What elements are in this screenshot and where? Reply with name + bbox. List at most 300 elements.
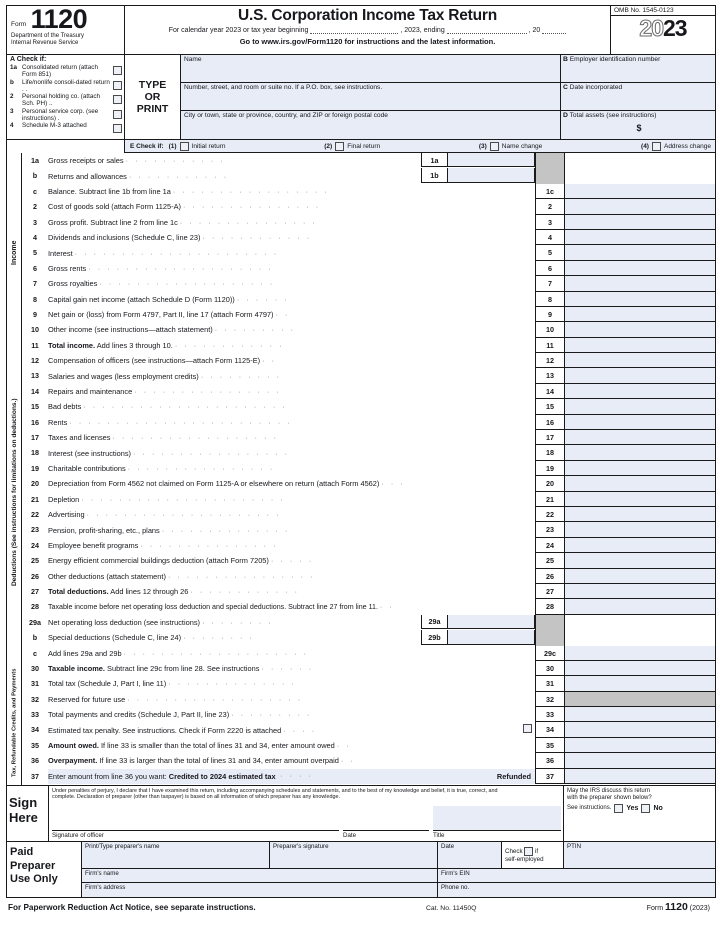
amount-input-16[interactable]: [565, 415, 715, 430]
reserved-shaded-cell: [565, 692, 715, 707]
amount-input-34[interactable]: [565, 722, 715, 737]
amount-line-number: 6: [535, 261, 565, 276]
amount-input-30[interactable]: [565, 661, 715, 676]
income-section-label-bar: [7, 153, 22, 353]
firm-ein-field[interactable]: [438, 869, 715, 882]
line-label: Interest: [48, 248, 73, 258]
line-description: [48, 522, 535, 537]
checkbox-name-change[interactable]: [490, 142, 499, 151]
label-no: No: [653, 804, 663, 812]
leader-dots: · · · · · · · · · · · · · ·: [161, 527, 290, 535]
line-number: 7: [33, 279, 37, 289]
city-field[interactable]: [181, 111, 560, 139]
line-label: Depletion: [48, 494, 80, 504]
footer-form-label: Form: [646, 905, 664, 913]
amount-line-number: 16: [535, 415, 565, 430]
checkbox-lifenonlife-return[interactable]: [113, 79, 122, 90]
block-c-label: Date incorporated: [569, 84, 623, 91]
amount-input-28[interactable]: [565, 599, 715, 614]
officer-title-field[interactable]: [433, 806, 561, 831]
leader-dots: · · · · · · · · · · · · · ·: [168, 681, 297, 689]
officer-signature-field[interactable]: [52, 806, 339, 831]
line-description: [48, 707, 535, 722]
line-label-bold: Overpayment.: [48, 756, 98, 766]
line-label: Gross rents: [48, 263, 87, 273]
line-1b-subamount: [421, 168, 535, 182]
line-row-16: [22, 415, 715, 430]
line-label: Cost of goods sold (attach Form 1125-A): [48, 202, 181, 212]
line-label: Employee benefit programs: [48, 540, 139, 550]
tax-year-yy: 23: [663, 15, 687, 41]
firm-name-row: [82, 869, 715, 883]
line-label: Repairs and maintenance: [48, 387, 133, 397]
line-row-2: [22, 199, 715, 214]
line-description: [48, 230, 535, 245]
block-a-title: A Check if:: [10, 56, 47, 63]
item-number: b: [10, 78, 14, 86]
block-a-item-lifenonlife[interactable]: [7, 79, 124, 94]
block-e-option-address-change[interactable]: [636, 142, 711, 151]
block-letter: C: [563, 84, 568, 91]
amount-input-29a[interactable]: [447, 615, 535, 629]
amount-input-21[interactable]: [565, 492, 715, 507]
line-row-22: [22, 507, 715, 522]
line-number: 34: [31, 725, 39, 735]
line-row-19: [22, 461, 715, 476]
leader-dots: · · · · · · · ·: [202, 619, 274, 627]
preparer-ptin-field[interactable]: [564, 842, 715, 868]
option-label: Address change: [663, 142, 711, 150]
amount-line-number: 9: [535, 307, 565, 322]
block-d-total-assets[interactable]: [561, 111, 715, 139]
amount-input-5[interactable]: [565, 245, 715, 260]
amount-line-number: 19: [535, 461, 565, 476]
line-label: Special deductions (Schedule C, line 24): [48, 633, 182, 643]
line-label-bold: Total income.: [48, 340, 96, 350]
checkbox-final-return[interactable]: [335, 142, 344, 151]
line-label: Other deductions (attach statement): [48, 571, 166, 581]
amount-line-number: 32: [535, 692, 565, 707]
amount-input-25[interactable]: [565, 553, 715, 568]
item-number: 3: [10, 107, 14, 115]
leader-dots: · · · · · · · · · · · · · · · · · · · · ·: [86, 512, 282, 520]
amount-line-number: 8: [535, 292, 565, 307]
line-label: Add lines 3 through 10.: [96, 340, 173, 350]
checkbox-irs-discuss-no[interactable]: [641, 804, 650, 813]
tax-section-label-bar: [7, 661, 22, 785]
amount-input-37[interactable]: [565, 769, 715, 784]
line-number: 17: [31, 433, 39, 443]
line-label: Advertising: [48, 510, 85, 520]
irs-discuss-box: [563, 786, 715, 841]
page-footer: [6, 898, 714, 913]
item-label: Life/nonlife consoli-dated return . .: [22, 78, 110, 93]
amount-input-18[interactable]: [565, 445, 715, 460]
item-label: Consolidated return (attach Form 851): [22, 64, 98, 79]
goto-instructions-link[interactable]: Go to www.irs.gov/Form1120 for instructions and the latest information.: [239, 37, 496, 46]
amount-input-3[interactable]: [565, 215, 715, 230]
amount-input-13[interactable]: [565, 368, 715, 383]
amount-line-number: 31: [535, 676, 565, 691]
block-a-item-consolidated[interactable]: [7, 64, 124, 79]
block-e-check-if: [7, 139, 715, 152]
firm-ein-label: Firm's EIN: [441, 870, 470, 878]
amount-line-number: 14: [535, 384, 565, 399]
line-row-1c: [22, 184, 715, 199]
leader-dots: · · · · · · · · · · · · · · · · ·: [133, 450, 290, 458]
amount-input-1a[interactable]: [447, 153, 535, 167]
check-if-label: if: [535, 848, 539, 856]
amount-input-33[interactable]: [565, 707, 715, 722]
checkbox-address-change[interactable]: [652, 142, 661, 151]
tax-payments-section: [7, 661, 715, 785]
paid-preparer-section: [7, 841, 715, 897]
line-label: Total tax (Schedule J, Part I, line 11): [48, 679, 167, 689]
line-number: 27: [31, 586, 39, 596]
street-field[interactable]: [181, 83, 560, 111]
line-label-bold: Total deductions.: [48, 587, 109, 597]
line-number: 28: [31, 602, 39, 612]
amount-input-15[interactable]: [565, 399, 715, 414]
header-omb-block: [611, 6, 715, 54]
line-description: [48, 599, 535, 614]
amount-line-number: 33: [535, 707, 565, 722]
amount-input-7[interactable]: [565, 276, 715, 291]
checkbox-irs-discuss-yes[interactable]: [614, 804, 623, 813]
leader-dots: · · · ·: [275, 772, 319, 780]
amount-input-6[interactable]: [565, 261, 715, 276]
amount-input-27[interactable]: [565, 584, 715, 599]
line-row-6: [22, 261, 715, 276]
preparer-date-field[interactable]: [438, 842, 502, 868]
line-description: [48, 399, 535, 414]
preparer-date-label: Date: [441, 843, 455, 851]
irs-discuss-answer-row: [567, 804, 712, 813]
preparer-name-field[interactable]: [82, 842, 270, 868]
line-row-4: [22, 230, 715, 245]
checkbox-schedule-m3-attached[interactable]: [113, 122, 122, 133]
option-number: (1): [168, 142, 177, 150]
line-label-bold: Credited to 2024 estimated tax: [168, 771, 276, 781]
line-label: Pension, profit-sharing, etc., plans: [48, 525, 160, 535]
block-b-ein[interactable]: [561, 55, 715, 83]
amount-input-26[interactable]: [565, 569, 715, 584]
line-label: Net gain or (loss) from Form 4797, Part II, line 17 (attach Form 4797): [48, 310, 274, 320]
leader-dots: · · · · · · · · · · · · · · · ·: [127, 466, 275, 473]
block-a-item-personal-service[interactable]: [7, 108, 124, 123]
leader-dots: · ·: [379, 603, 395, 611]
shaded-number-cell: [535, 168, 565, 183]
checkbox-consolidated-return[interactable]: [113, 64, 122, 75]
block-a-item-schedule-m3[interactable]: [7, 122, 124, 136]
amount-line-number: 29c: [535, 646, 565, 661]
leader-dots: · · · · · · · · · · · · · · · ·: [134, 389, 282, 397]
line-number: 13: [31, 371, 39, 381]
line-number: 6: [33, 263, 37, 273]
amount-input-11[interactable]: [565, 338, 715, 353]
form-header: [7, 6, 715, 54]
checkbox-personal-holding-co[interactable]: [113, 93, 122, 104]
amount-input-17[interactable]: [565, 430, 715, 445]
amount-line-number: 4: [535, 230, 565, 245]
name-field[interactable]: [181, 55, 560, 83]
irs-discuss-line1: May the IRS discuss this return: [567, 787, 651, 794]
line-number: 31: [31, 679, 39, 689]
line-label: Gross royalties: [48, 279, 98, 289]
item-label: Personal service corp. (see instructions) .: [22, 107, 99, 123]
line-row-30: [22, 661, 715, 676]
leader-dots: · · · · · · · · · · · · · · · · ·: [172, 188, 330, 196]
line-number: 25: [31, 556, 39, 566]
block-e-label: E Check if:: [130, 142, 164, 150]
amount-input-1c[interactable]: [565, 184, 715, 199]
amount-line-number: 26: [535, 569, 565, 584]
tax-year-display: [611, 16, 715, 41]
tax-section-label: Tax, Refundable Credits, and Payments: [11, 668, 18, 778]
line-label: Rents: [48, 417, 68, 427]
amount-line-number: 35: [535, 738, 565, 753]
firm-address-label: Firm's address: [85, 884, 126, 892]
sign-here-label: Sign Here: [7, 786, 49, 841]
line-row-1b: [22, 168, 715, 183]
line-row-8: [22, 292, 715, 307]
line-29b-subamount: [421, 630, 535, 644]
amount-input-2[interactable]: [565, 199, 715, 214]
footer-form-number: 1120: [665, 901, 688, 914]
amount-input-29b[interactable]: [447, 630, 535, 644]
leader-dots: · · · · · · · · · · · · · · · · · · · · · · · ·: [69, 419, 293, 427]
line-number: c: [33, 648, 37, 658]
line-label: Add lines 12 through 26: [110, 587, 189, 597]
line-row-28: [22, 599, 715, 614]
firm-address-field[interactable]: [82, 883, 438, 897]
line-label: Interest (see instructions): [48, 448, 131, 458]
line-label: Capital gain net income (attach Schedule D (Form 1120)): [48, 294, 235, 304]
block-c-date-incorporated[interactable]: [561, 83, 715, 111]
item-number: 1a: [10, 64, 18, 71]
line-description: [48, 261, 535, 276]
line-row-26: [22, 569, 715, 584]
leader-dots: · · · · ·: [270, 558, 314, 566]
line-number: 1a: [31, 156, 39, 165]
leader-dots: · · · · · · · · · · · · · · · · · · ·: [99, 281, 275, 289]
line-description: [48, 615, 535, 630]
block-e-option-initial-return[interactable]: [164, 142, 226, 151]
amount-input-12[interactable]: [565, 353, 715, 368]
line-number: 4: [33, 232, 37, 242]
amount-input-22[interactable]: [565, 507, 715, 522]
amount-line-number: 7: [535, 276, 565, 291]
amount-input-35[interactable]: [565, 738, 715, 753]
tax-year-yy-input[interactable]: [542, 33, 566, 34]
checkbox-self-employed[interactable]: [524, 847, 533, 856]
line-description: [48, 738, 535, 753]
leader-dots: · · · · · · · · · · · · · · · · · · · · · ·: [74, 250, 279, 258]
line-number: 14: [31, 386, 39, 396]
tax-year-end-input[interactable]: [447, 33, 527, 34]
block-e-option-name-change[interactable]: [474, 142, 542, 151]
amount-line-number: 17: [535, 430, 565, 445]
amount-line-number: 34: [535, 722, 565, 737]
line-number: 18: [31, 448, 39, 458]
option-number: (2): [324, 142, 333, 150]
checkbox-initial-return[interactable]: [180, 142, 189, 151]
self-employed-check-group[interactable]: [502, 842, 564, 868]
paid-preparer-label: Paid Preparer Use Only: [7, 842, 82, 897]
deductions-section: [7, 353, 715, 661]
leader-dots: · · · · · · · · · · · · · · · · · · ·: [127, 696, 303, 704]
deductions-section-label-bar: [7, 353, 22, 661]
block-e-option-final-return[interactable]: [319, 142, 380, 151]
leader-dots: · · · · · · · · · · ·: [125, 158, 226, 166]
line-number: 5: [33, 248, 37, 258]
leader-dots: · · · · · · · · · · · ·: [202, 235, 312, 243]
line-label: Energy efficient commercial buildings deduction (attach Form 7205): [48, 556, 269, 566]
block-b-label: Employer identification number: [569, 56, 661, 63]
line-row-17: [22, 430, 715, 445]
amount-input-8[interactable]: [565, 292, 715, 307]
leader-dots: · · · · · · · · · · · · · · ·: [179, 219, 318, 227]
line-row-23: [22, 522, 715, 537]
amount-input-1b[interactable]: [447, 168, 535, 182]
line-number: 32: [31, 694, 39, 704]
sub-line-number: 29a: [421, 615, 447, 629]
footer-form-id: [647, 901, 710, 913]
leader-dots: · · · · · · · · ·: [200, 373, 282, 381]
tax-lines: [22, 661, 715, 785]
amount-line-number: 20: [535, 476, 565, 491]
amount-line-number: 23: [535, 522, 565, 537]
checkbox-personal-service-corp[interactable]: [113, 108, 122, 119]
line-label: Add lines 29a and 29b: [48, 648, 122, 658]
line-label: Dividends and inclusions (Schedule C, line 23): [48, 233, 201, 243]
signature-row: [49, 801, 563, 831]
name-field-label: Name: [184, 56, 202, 63]
line-description: [48, 722, 535, 737]
leader-dots: · · · · · · · · · · · · · · · · · ·: [112, 435, 279, 443]
line-description: [48, 338, 535, 353]
line-label: Taxes and licenses: [48, 433, 111, 443]
amount-line-number: 13: [535, 368, 565, 383]
signature-date-field[interactable]: [343, 806, 429, 831]
line-number: 20: [31, 479, 39, 489]
sub-line-number: 29b: [421, 630, 447, 644]
line-label: Total payments and credits (Schedule J, Part II, line 23): [48, 710, 230, 720]
line-row-37: [22, 769, 715, 784]
option-number: (4): [641, 142, 649, 150]
leader-dots: · ·: [336, 743, 352, 751]
line-number: 23: [31, 525, 39, 535]
block-letter: D: [563, 112, 568, 119]
amount-line-number: 28: [535, 599, 565, 614]
item-label: Personal holding co. (attach Sch. PH) ..: [22, 93, 101, 108]
department-name: Department of the Treasury Internal Revenue Service: [11, 33, 85, 46]
leader-dots: · · · · · · · · · · · · · · · · · · · ·: [123, 650, 309, 658]
line-number: 37: [31, 771, 39, 781]
line-label-bold: Taxable income.: [48, 664, 105, 674]
line-number: 8: [33, 294, 37, 304]
amount-input-9[interactable]: [565, 307, 715, 322]
shaded-number-cell: [535, 153, 565, 168]
firm-phone-field[interactable]: [438, 883, 715, 897]
line-row-29b: [22, 630, 715, 645]
line-row-29a: [22, 615, 715, 630]
amount-input-24[interactable]: [565, 538, 715, 553]
line-row-18: [22, 445, 715, 460]
amount-input-36[interactable]: [565, 753, 715, 768]
line-number: 19: [31, 463, 39, 473]
line-description: [48, 184, 535, 199]
line-description: [48, 507, 535, 522]
taxpayer-address-block: [181, 55, 561, 139]
blank-amount-cell: [565, 615, 715, 630]
omb-number: OMB No. 1545-0123: [611, 6, 715, 16]
line-row-24: [22, 538, 715, 553]
line-label-bold: Amount owed.: [48, 741, 99, 751]
line-row-20: [22, 476, 715, 491]
block-e-label-group: [125, 143, 164, 150]
line-row-31: [22, 676, 715, 691]
block-a-item-personal-holding[interactable]: [7, 93, 124, 108]
amount-line-number: 5: [535, 245, 565, 260]
identification-block: [7, 54, 715, 139]
line-description: [48, 292, 535, 307]
line-number: 15: [31, 402, 39, 412]
catalog-number: Cat. No. 11450Q: [425, 905, 477, 913]
preparer-signature-field[interactable]: [270, 842, 438, 868]
line-description: [48, 153, 535, 168]
amount-input-29c[interactable]: [565, 646, 715, 661]
line-number: 35: [31, 740, 39, 750]
leader-dots: · · · ·: [283, 727, 317, 735]
line-description: [48, 353, 535, 368]
amount-input-10[interactable]: [565, 322, 715, 337]
line-number: 2: [33, 202, 37, 212]
amount-input-23[interactable]: [565, 522, 715, 537]
sub-line-number: 1a: [421, 153, 447, 167]
line-number: 3: [33, 217, 37, 227]
line-row-21: [22, 492, 715, 507]
line-row-5: [22, 245, 715, 260]
firm-name-field[interactable]: [82, 869, 438, 882]
leader-dots: · · · · · · · · · · · ·: [190, 589, 300, 597]
amount-input-19[interactable]: [565, 461, 715, 476]
line-number: b: [32, 171, 38, 181]
block-letter: B: [563, 56, 568, 63]
amount-line-number: 11: [535, 338, 565, 353]
amount-input-14[interactable]: [565, 384, 715, 399]
line-description: [48, 276, 535, 291]
line-number: 16: [31, 417, 39, 427]
label-yes: Yes: [626, 804, 639, 812]
line-label: Reserved for future use: [48, 694, 126, 704]
blank-amount-cell: [565, 168, 715, 183]
amount-input-20[interactable]: [565, 476, 715, 491]
amount-input-31[interactable]: [565, 676, 715, 691]
amount-input-4[interactable]: [565, 230, 715, 245]
irs-discuss-line2: with the preparer shown below?: [567, 795, 652, 802]
line-description: [48, 461, 535, 476]
sign-here-section: [7, 785, 715, 841]
block-bcd: [561, 55, 715, 139]
tax-year-begin-input[interactable]: [310, 33, 398, 34]
line-row-9: [22, 307, 715, 322]
firm-address-row: [82, 883, 715, 897]
preparer-top-row: [82, 842, 715, 869]
line-description: [48, 692, 535, 707]
checkbox-form-2220-attached[interactable]: [523, 724, 532, 733]
tax-year-century: 20: [639, 15, 663, 41]
